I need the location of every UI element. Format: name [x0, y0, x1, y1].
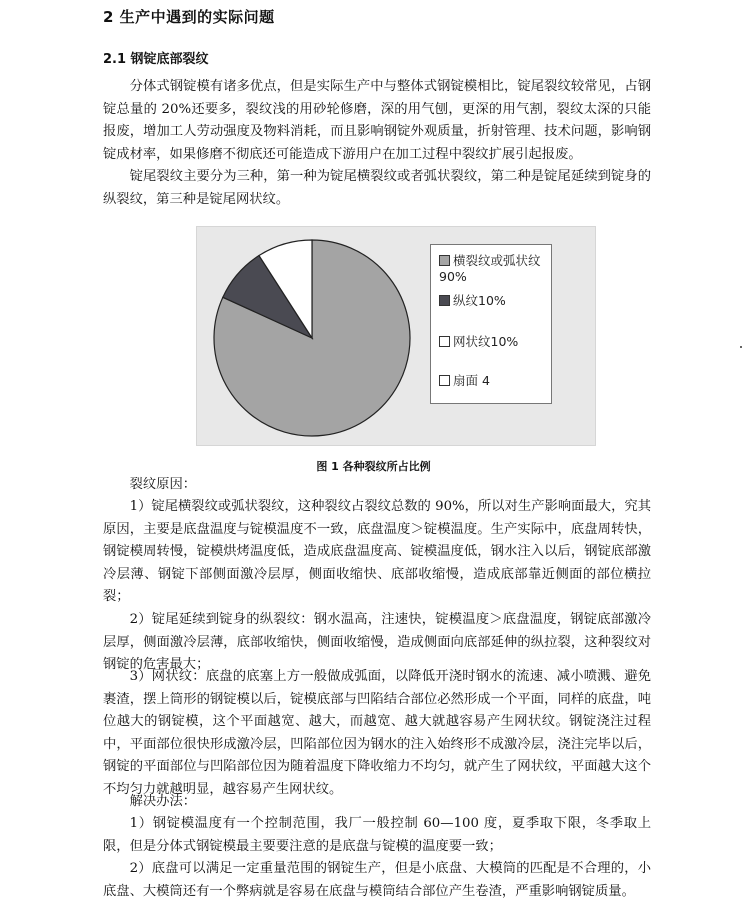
legend-swatch-3	[439, 336, 450, 347]
subsection-title: 2.1 钢锭底部裂纹	[103, 52, 209, 67]
chart-legend	[430, 244, 552, 404]
cause-paragraph-1: 1）锭尾横裂纹或弧状裂纹，这种裂纹占裂纹总数的 90%，所以对生产影响面最大，究其原因，主要是底盘温度与锭模温度不一致，底盘温度＞锭模温度。生产实际中，底盘周转快，钢锭模周转慢，锭模烘烤温度低，造成底盘温度高、锭模温度低，钢水注入以后，钢锭底部激冷层薄、钢锭下部侧面激冷层厚，侧面收缩快、底部收缩慢，造成底部靠近侧面的部位横拉裂；	[103, 499, 651, 604]
legend-swatch-2	[439, 295, 450, 306]
legend-entry	[439, 253, 549, 285]
cause-paragraph-3: 3）网状纹：底盘的底塞上方一般做成弧面，以降低开浇时钢水的流速、减小喷溅、避免裹渣，摆上筒形的钢锭模以后，锭模底部与凹陷结合部位必然形成一个平面，同样的底盘，吨位越大的钢锭模，这个平面越宽、越大，而越宽、越大就越容易产生网状纹。钢锭浇注过程中，平面部位很快形成激冷层，凹陷部位因为钢水的注入始终形不成激冷层，浇注完毕以后，钢锭的平面部位与凹陷部位因为随着温度下降收缩力不均匀，就产生了网状纹，平面越大这个不均匀力就越明显，越容易产生网状纹。	[103, 669, 651, 797]
section-title: 2 生产中遇到的实际问题	[103, 8, 275, 26]
solution-heading: 解决办法：	[129, 794, 197, 809]
legend-label: 纵纹10%	[453, 293, 506, 308]
cause-heading: 裂纹原因：	[129, 477, 197, 492]
intro-paragraph-2: 锭尾裂纹主要分为三种，第一种为锭尾横裂纹或者弧状裂纹，第二种是锭尾延续到锭身的纵裂纹，第三种是锭尾网状纹。	[103, 169, 651, 207]
legend-entry	[439, 293, 549, 309]
legend-entry	[439, 373, 549, 389]
legend-swatch-1	[439, 255, 450, 266]
legend-swatch-4	[439, 375, 450, 386]
legend-entry	[439, 334, 549, 350]
scan-mark	[740, 346, 742, 348]
cause-paragraph-2: 2）锭尾延续到锭身的纵裂纹：钢水温高，注速快，锭模温度＞底盘温度，钢锭底部激冷层厚，侧面激冷层薄，底部收缩快，侧面收缩慢，造成侧面向底部延伸的纵拉裂，这种裂纹对钢锭的危害最大；	[103, 612, 651, 672]
legend-label: 网状纹10%	[453, 334, 519, 349]
figure-caption: 图 1 各种裂纹所占比例	[316, 460, 431, 473]
intro-paragraph-1: 分体式钢锭模有诸多优点，但是实际生产中与整体式钢锭模相比，锭尾裂纹较常见，占钢锭总量的 20%还要多，裂纹浅的用砂轮修磨，深的用气刨，更深的用气割，裂纹太深的只能报废，增加工人劳动强度及物料消耗，而且影响钢锭外观质量，折射管理、技术问题，影响钢锭成材率，如果修磨不彻底还可能造成下游用户在加工过程中裂纹扩展引起报废。	[103, 79, 651, 162]
solution-paragraph-1: 1）钢锭模温度有一个控制范围，我厂一般控制 60—100 度，夏季取下限，冬季取上限，但是分体式钢锭模最主要要注意的是底盘与锭模的温度要一致；	[103, 816, 651, 854]
legend-label: 横裂纹或弧状纹90%	[439, 253, 541, 284]
legend-label: 扇面 4	[453, 373, 490, 388]
solution-paragraph-2: 2）底盘可以满足一定重量范围的钢锭生产，但是小底盘、大模筒的匹配是不合理的，小底盘、大模筒还有一个弊病就是容易在底盘与模筒结合部位产生卷渣，严重影响钢锭质量。	[103, 861, 651, 899]
